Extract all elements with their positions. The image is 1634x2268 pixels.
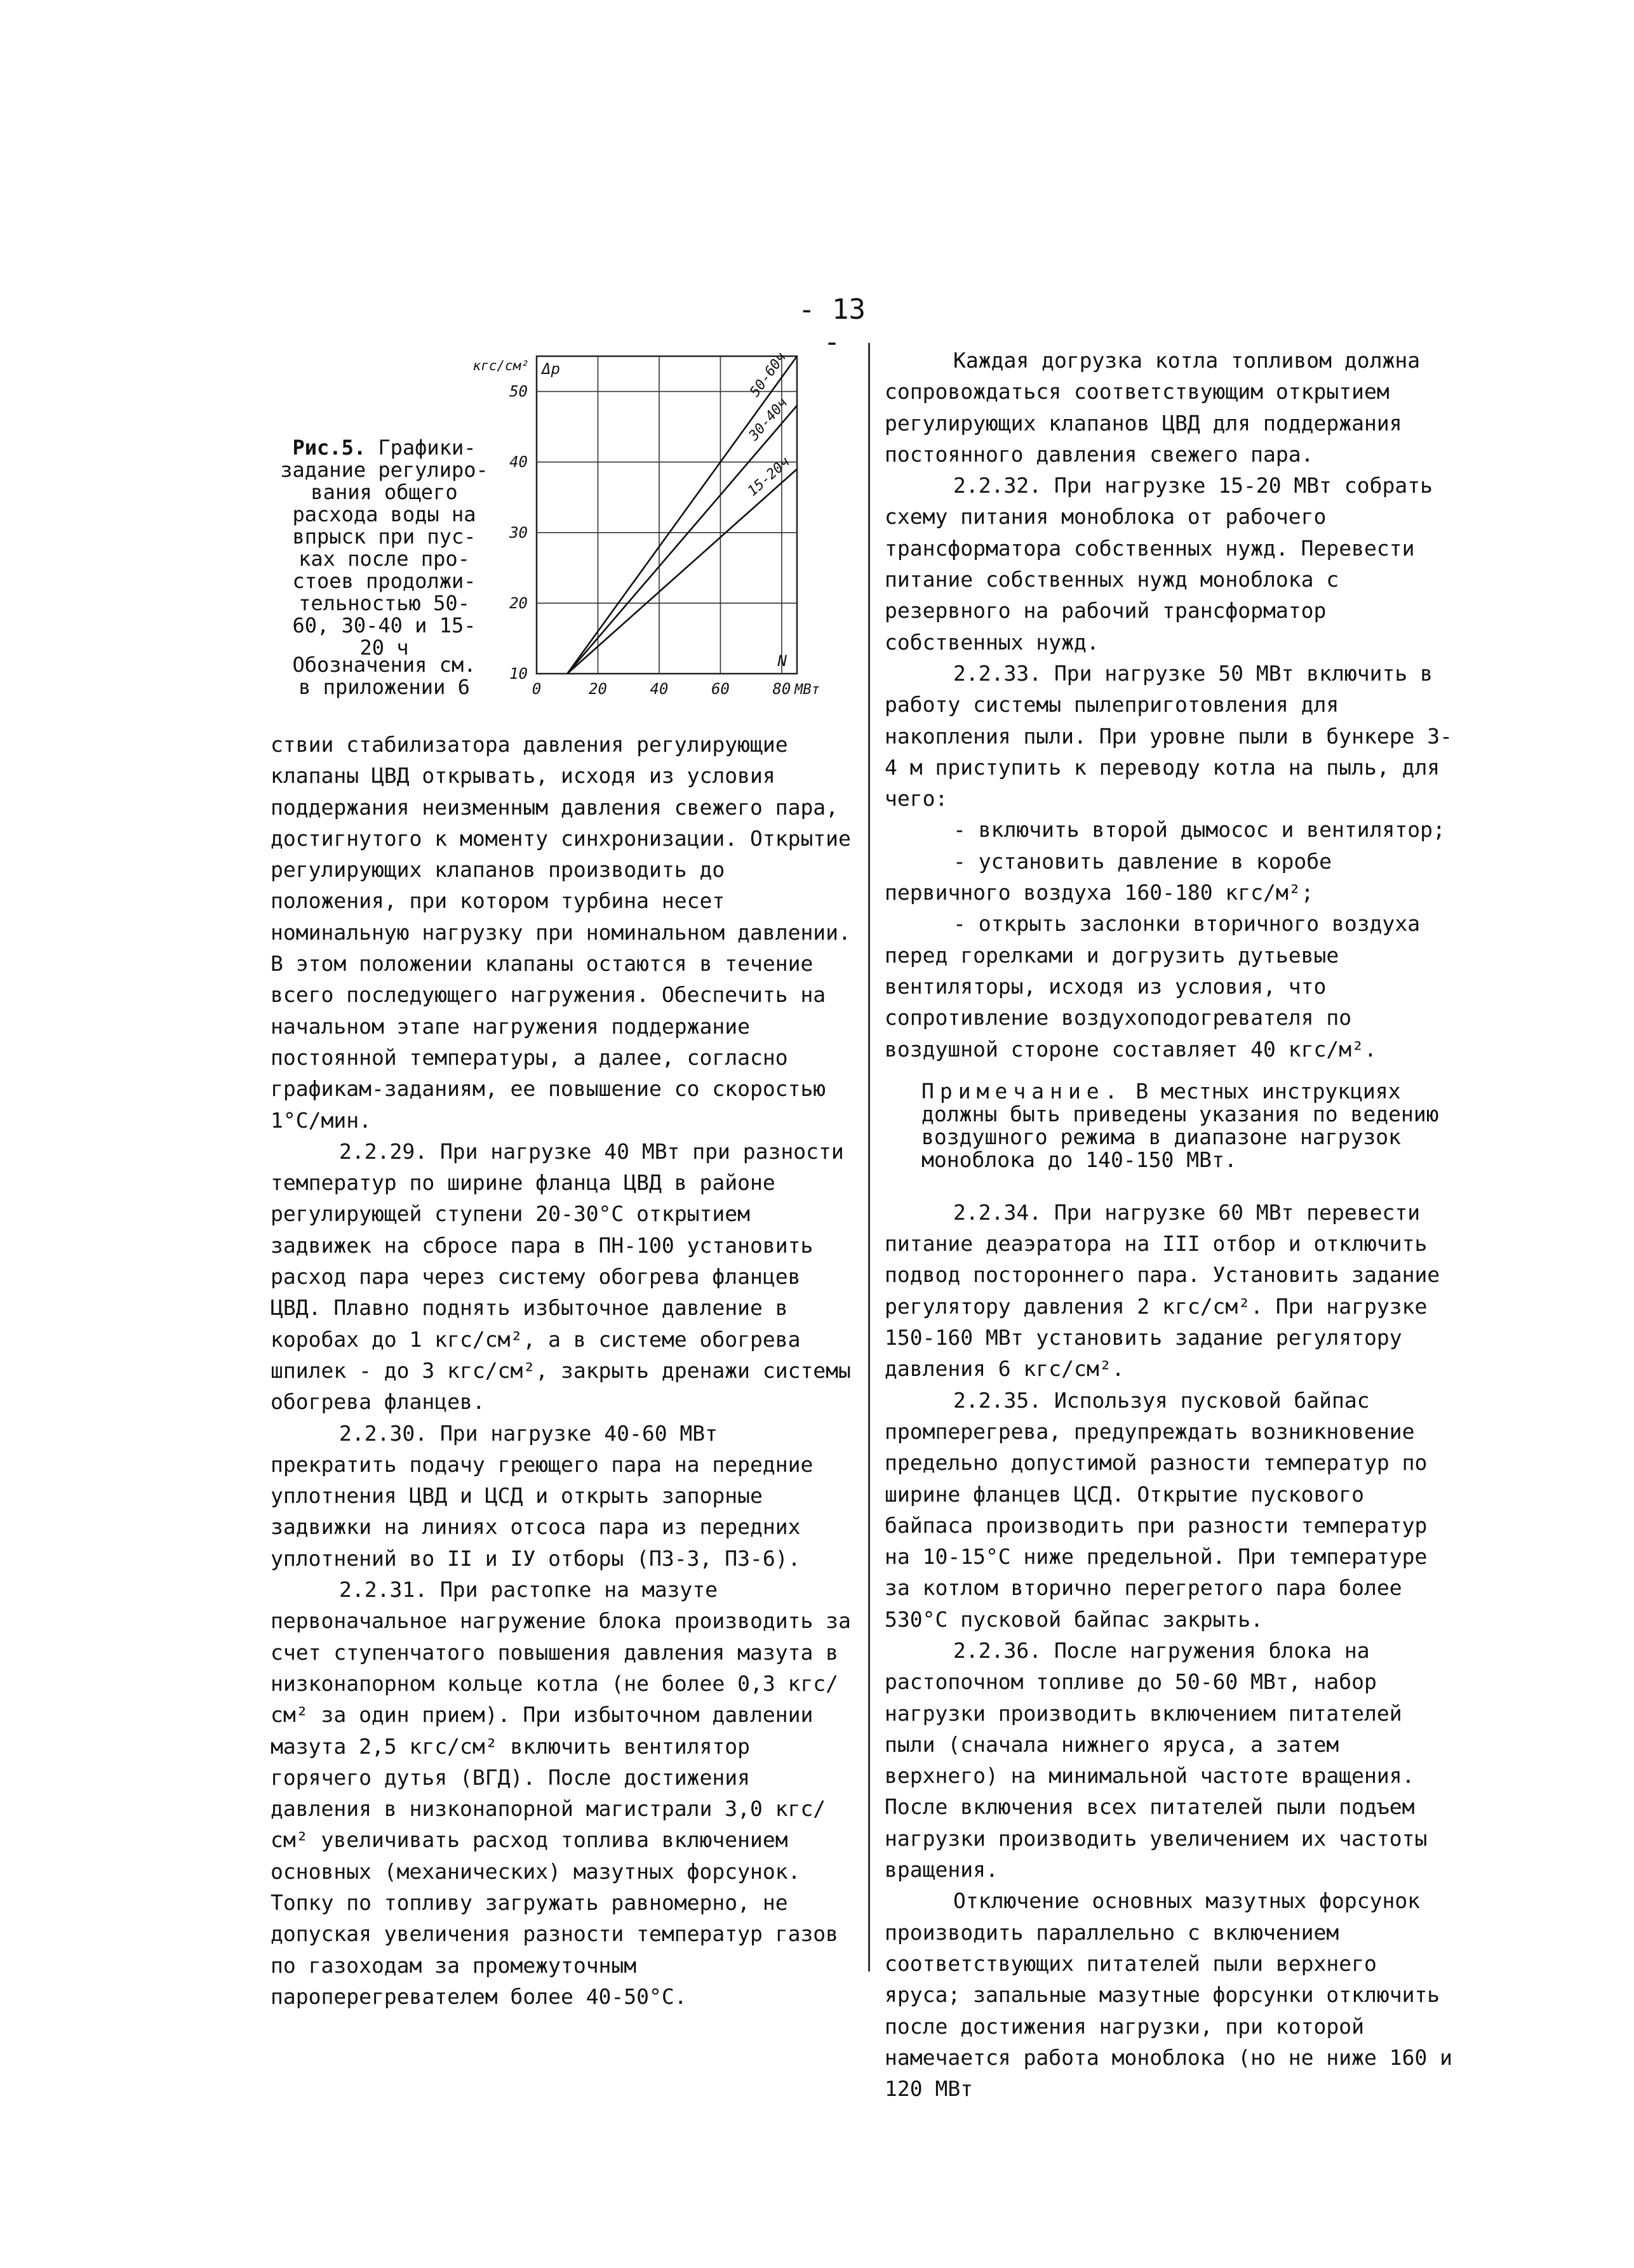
x-tick-label: 0 [532,680,542,698]
right-column [885,345,1457,2104]
series-line [567,356,797,674]
x-axis-label: N [777,652,787,670]
list-item: - установить давление в коробе первичного воздуха 160-180 кгс/м²; [885,848,1332,905]
series-label: 50-60ч [747,349,790,400]
y-tick-label: 50 [509,382,528,401]
paragraph: Каждая догрузка котла топливом должна сопровождаться соответствующим открытием регулирующих клапанов ЦВД для поддержания постоянного давления свежего пара. [885,348,1421,467]
series-line [567,469,797,674]
left-column [271,729,856,2012]
y-tick-label: 20 [509,594,528,612]
column-divider [868,343,870,1971]
figure-caption-line: вания общего [311,480,458,504]
list-item: - открыть заслонки вторичного воздуха перед горелками и догрузить дутьевые вентиляторы, исходя из условия, что сопротивление воздухоподогревателя по воздушной стороне составляет 40 кгс/м². [885,911,1421,1062]
paragraph: Отключение основных мазутных форсунок производить параллельно с включением соответствующих питателей пыли верхнего яруса; запальные мазутные форсунки отключить после достижения нагрузки, при которой намечается работа моноблока (но не ниже 160 и 120 МВт [885,1888,1453,2102]
x-tick-label: 60 [711,680,730,698]
figure-caption-line: 20 ч [359,636,409,660]
y-axis-unit: кгс/см² [472,358,529,373]
figure-caption-line: расхода воды на [292,502,476,526]
paragraph: 2.2.36. После нагружения блока на растопочном топливе до 50-60 МВт, набор нагрузки производить включением питателей пыли (сначала нижнего яруса, а затем верхнего) на минимальной частоте вращения. После включения всех питателей пыли подъем нагрузки производить увеличением их частоты вращения. [885,1638,1428,1883]
note-label: Примечание. [921,1078,1123,1104]
y-tick-label: 40 [509,453,528,471]
x-tick-label: 40 [650,680,669,698]
injection-flow-chart [457,340,851,702]
x-tick-label: 80 [772,680,791,698]
y-tick-label: 10 [509,665,528,683]
x-tick-label: 20 [589,680,607,698]
series-label: 30-40ч [746,395,791,444]
note-text: В местных инструкциях должны быть приведены указания по ведению воздушного режима в диапазоне нагрузок моноблока до 140-150 МВт. [921,1078,1439,1172]
y-tick-label: 30 [509,523,528,542]
figure-caption-title: Рис.5. [292,436,366,460]
paragraph: 2.2.32. При нагрузке 15-20 МВт собрать схему питания моноблока от рабочего трансформатора собственных нужд. Перевести питание собственных нужд моноблока с резервного на рабочий трансформатор собственных нужд. [885,473,1433,655]
series-label: 15-20ч [744,454,793,500]
plot-frame [537,356,797,674]
paragraph: 2.2.31. При растопке на мазуте первоначальное нагружение блока производить за счет ступенчатого повышения давления мазута в низконапорном кольце котла (не более 0,3 кгс/см² за один прием). При избыточном давлении мазута 2,5 кгс/см² включить вентилятор горячего дутья (ВГД). После достижения давления в низконапорной магистрали 3,0 кгс/см² увеличивать расход топлива включением основных (механических) мазутных форсунок. Топку по топливу загружать равномерно, не допуская увеличения разности температур газов по газоходам за промежуточным пароперегревателем более 40-50°С. [271,1577,851,2009]
chart-grid [537,356,797,674]
page-number: - 13 - [798,293,866,358]
paragraph: 2.2.30. При нагрузке 40-60 МВт прекратить подачу греющего пара на передние уплотнения ЦВД и ЦСД и открыть запорные задвижки на линиях отсоса пара из передних уплотнений во II и IУ отборы (ПЗ-3, ПЗ-6). [271,1420,814,1571]
list-item: - включить второй дымосос и вентилятор; [953,817,1445,843]
figure-caption-line: тельностью 50- [298,591,470,615]
paragraph: 2.2.35. Используя пусковой байпас промперегрева, предупреждать возникновение предельно допустимой разности температур по ширине фланцев ЦСД. Открытие пускового байпаса производить при разности температур на 10-15°С ниже предельной. При температуре за котлом вторично перегретого пара более 530°С пусковой байпас закрыть. [885,1387,1428,1632]
paragraph: 2.2.29. При нагрузке 40 МВт при разности температур по ширине фланца ЦВД в районе регулирующей ступени 20-30°С открытием задвижек на сбросе пара в ПН-100 установить расход пара через систему обогрева фланцев ЦВД. Плавно поднять избыточное давление в коробах до 1 кгс/см², а в системе обогрева шпилек - до 3 кгс/см², закрыть дренажи системы обогрева фланцев. [271,1138,851,1415]
figure-caption-line: Графики- [378,436,476,460]
paragraph: 2.2.34. При нагрузке 60 МВт перевести питание деаэратора на III отбор и отключить подвод постороннего пара. Установить задание регулятору давления 2 кгс/см². При нагрузке 150-160 МВт установить задание регулятору давления 6 кгс/см². [885,1199,1440,1382]
y-axis-label: Δp [542,360,560,378]
figure-caption-line: задание регулиро- [280,458,488,482]
paragraph: ствии стабилизатора давления регулирующие клапаны ЦВД открывать, исходя из условия поддержания неизменным давления свежего пара, достигнутого к моменту синхронизации. Открытие регулирующих клапанов производить до положения, при котором турбина несет номинальную нагрузку при номинальном давлении. В этом положении клапаны остаются в течение всего последующего нагружения. Обеспечить на начальном этапе нагружения поддержание постоянной температуры, а далее, согласно графикам-заданиям, ее повышение со скоростью 1°С/мин. [271,732,851,1133]
chart-series [567,356,797,674]
note-block [921,1080,1457,1171]
x-axis-unit: МВт [794,682,820,698]
legend-note-line: Обозначения см. [292,653,476,677]
series-line [567,406,797,674]
legend-note-line: в приложении 6 [298,675,470,699]
figure-caption-line: 60, 30-40 и 15- [292,613,476,637]
figure-caption-line: стоев продолжи- [292,569,476,593]
paragraph: 2.2.33. При нагрузке 50 МВт включить в работу системы пылеприготовления для накопления пыли. При уровне пыли в бункере 3-4 м приступить к переводу котла на пыль, для чего: [885,660,1453,811]
figure-caption-line: ках после про- [298,547,470,571]
figure-caption-line: впрыск при пус- [292,524,476,549]
